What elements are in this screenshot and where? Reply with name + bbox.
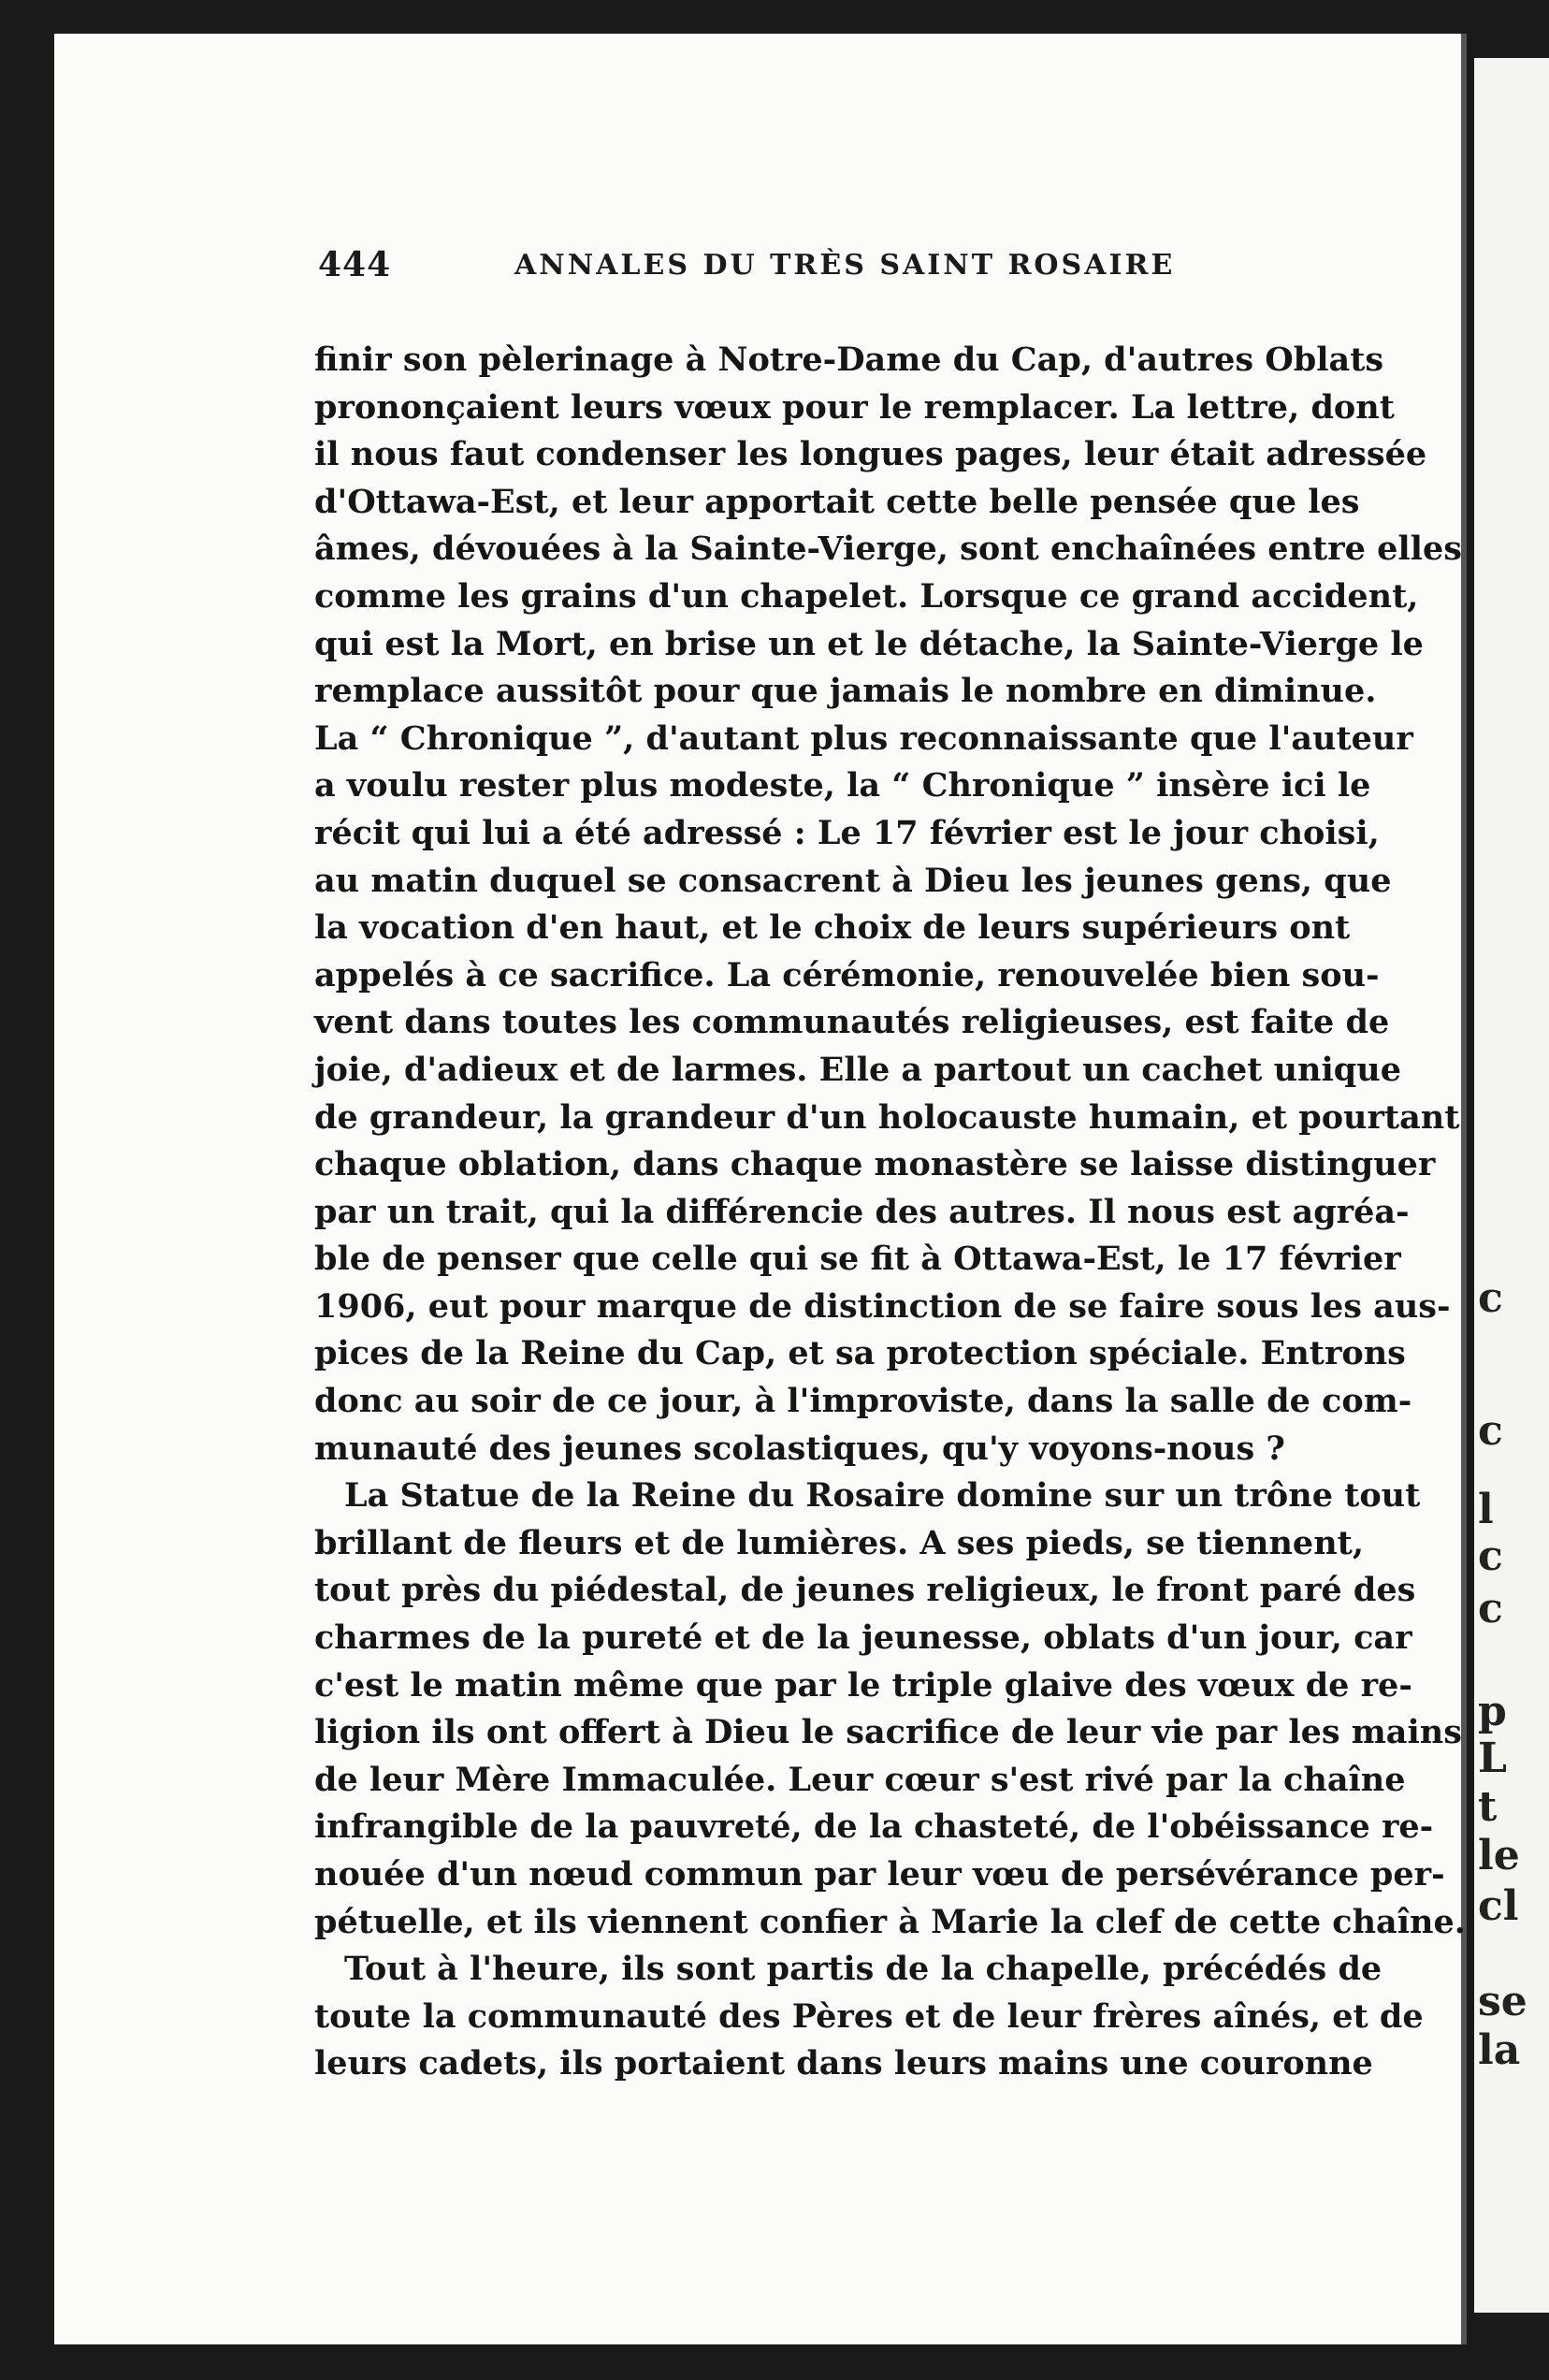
text-line: finir son pèlerinage à Notre-Dame du Cap, d'autres Oblats [314,341,1384,379]
text-line: de grandeur, la grandeur d'un holocauste humain, et pourtant [314,1097,1460,1137]
text-line: par un trait, qui la différencie des autres. Il nous est agréa- [314,1192,1410,1231]
facing-page-fragment: cl [1478,1882,1519,1930]
text-line: de leur Mère Immaculée. Leur cœur s'est rivé par la chaîne [314,1760,1406,1799]
text-line: donc au soir de ce jour, à l'improviste, dans la salle de com- [314,1382,1412,1421]
facing-page-fragment: c [1478,1274,1503,1322]
text-line: récit qui lui a été adressé : Le 17 février est le jour choisi, [314,813,1380,852]
text-line: âmes, dévouées à la Sainte-Vierge, sont enchaînées entre elles [314,530,1462,569]
text-line: charmes de la pureté et de la jeunesse, oblats d'un jour, car [314,1618,1412,1658]
facing-page-edge [1474,58,1549,2313]
text-line: joie, d'adieux et de larmes. Elle a partout un cachet unique [314,1050,1401,1089]
facing-page-fragment: se [1478,1978,1527,2025]
facing-page-fragment: L [1478,1734,1507,1782]
page-number: 444 [318,245,392,284]
text-line: vent dans toutes les communautés religieuses, est faite de [314,1003,1390,1042]
text-line: 1906, eut pour marque de distinction de se faire sous les aus- [314,1286,1451,1326]
text-line: ble de penser que celle qui se fit à Ottawa-Est, le 17 février [314,1240,1401,1279]
text-line: Tout à l'heure, ils sont partis de la chapelle, précédés de [344,1950,1383,1989]
text-line: appelés à ce sacrifice. La cérémonie, renouvelée bien sou- [314,955,1380,994]
text-line: La “ Chronique ”, d'autant plus reconnaissante que l'auteur [314,718,1413,758]
text-line: ligion ils ont offert à Dieu le sacrifice de leur vie par les mains [314,1713,1462,1752]
text-line: c'est le matin même que par le triple glaive des vœux de re- [314,1665,1412,1705]
facing-page-fragment: la [1478,2026,1521,2074]
facing-page-fragment: c [1478,1407,1503,1455]
text-line: d'Ottawa-Est, et leur apportait cette belle pensée que les [314,482,1360,521]
text-line: nouée d'un nœud commun par leur vœu de persévérance per- [314,1855,1445,1894]
running-title: ANNALES DU TRÈS SAINT ROSAIRE [514,249,1176,282]
text-line: qui est la Mort, en brise un et le détache, la Sainte-Vierge le [314,624,1424,663]
text-line: il nous faut condenser les longues pages, leur était adressée [314,435,1427,474]
facing-page-fragment: c [1478,1532,1503,1580]
text-line: remplace aussitôt pour que jamais le nombre en diminue. [314,672,1377,711]
text-line: pices de la Reine du Cap, et sa protection spéciale. Entrons [314,1334,1406,1373]
text-line: la vocation d'en haut, et le choix de leurs supérieurs ont [314,908,1351,948]
text-line: brillant de fleurs et de lumières. A ses pieds, se tiennent, [314,1523,1364,1562]
text-line: La Statue de la Reine du Rosaire domine sur un trône tout [344,1476,1421,1516]
text-line: chaque oblation, dans chaque monastère se laisse distinguer [314,1145,1436,1184]
facing-page-fragment: l [1478,1486,1494,1533]
running-header [318,245,1188,301]
facing-page-fragment: le [1478,1832,1520,1879]
facing-page-fragment: p [1478,1688,1507,1735]
text-line: au matin duquel se consacrent à Dieu les jeunes gens, que [314,861,1392,900]
text-line: leurs cadets, ils portaient dans leurs mains une couronne [314,2044,1373,2083]
text-line: tout près du piédestal, de jeunes religieux, le front paré des [314,1571,1416,1610]
text-line: infrangible de la pauvreté, de la chasteté, de l'obéissance re- [314,1807,1434,1847]
text-line: toute la communauté des Pères et de leur frères aînés, et de [314,1996,1424,2036]
body-text [314,337,1466,2088]
facing-page-fragment: t [1478,1783,1498,1831]
text-line: comme les grains d'un chapelet. Lorsque ce grand accident, [314,576,1419,616]
facing-page-fragment: c [1478,1585,1503,1633]
text-line: munauté des jeunes scolastiques, qu'y voyons-nous ? [314,1429,1285,1468]
text-line: prononçaient leurs vœux pour le remplacer. La lettre, dont [314,387,1395,427]
text-line: a voulu rester plus modeste, la “ Chronique ” insère ici le [314,766,1371,805]
text-line: pétuelle, et ils viennent confier à Marie la clef de cette chaîne. [314,1902,1466,1941]
